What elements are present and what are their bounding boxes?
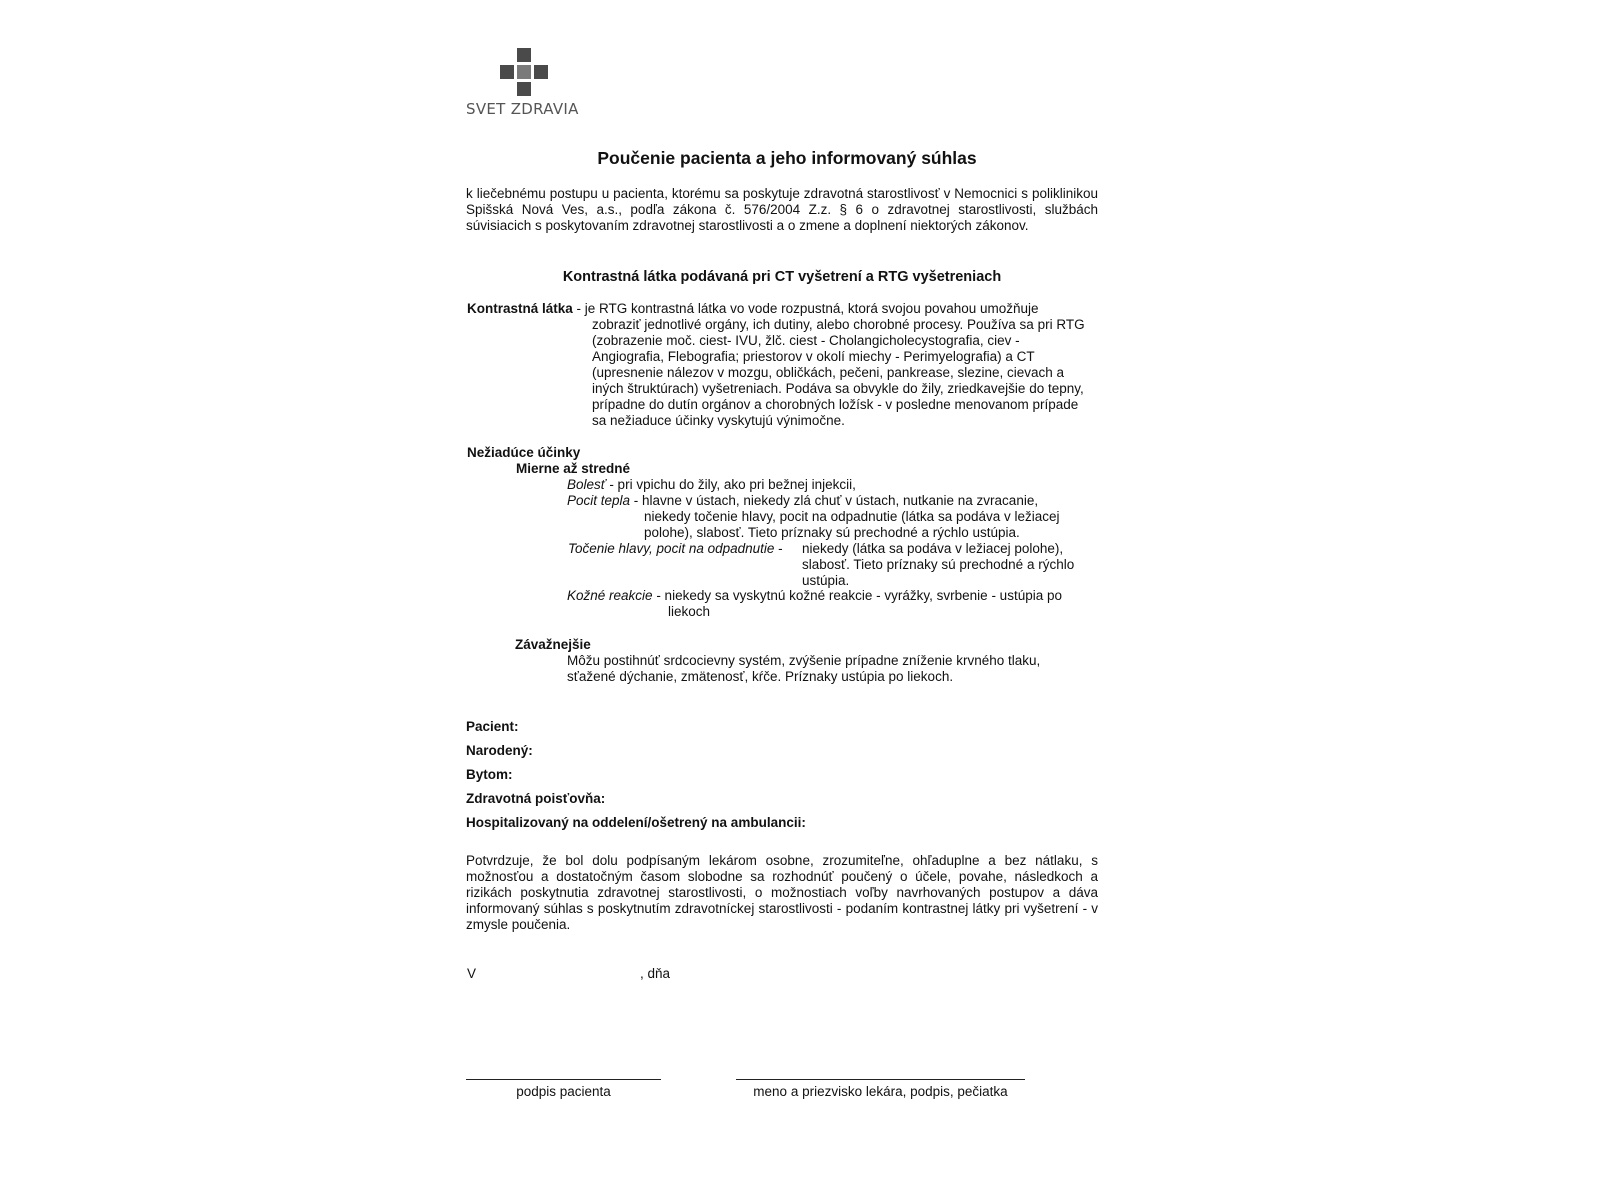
pain-text: - pri vpichu do žily, ako pri bežnej injekcii,: [605, 477, 856, 492]
skin-first-text: - niekedy sa vyskytnú kožné reakcie - vyrážky, svrbenie - ustúpia po: [652, 588, 1062, 603]
section-subtitle: Kontrastná látka podávaná pri CT vyšetrení a RTG vyšetreniach: [562, 269, 1002, 285]
serious-effects-heading: Závažnejšie: [515, 637, 591, 652]
heat-rest-text: niekedy točenie hlavy, pocit na odpadnutie (látka sa podáva v ležiacej polohe), slabosť. Tieto príznaky sú prechodné a rýchlo ustúpia.: [644, 509, 1060, 540]
doctor-signature-label: meno a priezvisko lekára, podpis, pečiatka: [753, 1084, 1008, 1099]
place-label: V: [467, 966, 477, 981]
field-patient: Pacient:: [466, 719, 519, 734]
logo-text: SVET ZDRAVIA: [466, 100, 579, 118]
serious-effects-text: Môžu postihnúť srdcocievny systém, zvýšenie prípadne zníženie krvného tlaku, sťažené dýchanie, zmätenosť, kŕče. Príznaky ustúpia po liekoch.: [567, 653, 1041, 684]
skin-term: Kožné reakcie: [567, 588, 653, 603]
doctor-signature-line: [736, 1079, 1025, 1080]
dizzy-item: [568, 541, 783, 557]
contrast-definition-first-line: [467, 301, 1107, 317]
skin-rest-text: liekoch: [668, 604, 711, 619]
heat-first-text: - hlavne v ústach, niekedy zlá chuť v ústach, nutkanie na zvracanie,: [630, 493, 1039, 508]
pain-term: Bolesť: [567, 477, 606, 492]
skin-item: [567, 588, 1062, 604]
field-hospitalized: Hospitalizovaný na oddelení/ošetrený na ambulancii:: [466, 815, 806, 830]
page-title: Poučenie pacienta a jeho informovaný súhlas: [597, 148, 977, 168]
mild-effects-heading: Mierne až stredné: [516, 461, 631, 476]
logo: [466, 48, 586, 123]
pain-item: [567, 477, 856, 493]
patient-signature-label: podpis pacienta: [516, 1084, 611, 1099]
contrast-first-text: - je RTG kontrastná látka vo vode rozpustná, ktorá svojou povahou umožňuje: [572, 301, 1039, 316]
side-effects-heading: Nežiadúce účinky: [467, 445, 581, 460]
field-address: Bytom:: [466, 767, 513, 782]
field-insurance: Zdravotná poisťovňa:: [466, 791, 606, 806]
field-born: Narodený:: [466, 743, 533, 758]
dizzy-text: niekedy (látka sa podáva v ležiacej polohe), slabosť. Tieto príznaky sú prechodné a rýchlo ustúpia.: [802, 541, 1075, 588]
patient-signature-line: [466, 1079, 661, 1080]
contrast-term: Kontrastná látka: [467, 301, 573, 316]
intro-paragraph: k liečebnému postupu u pacienta, ktorému sa poskytuje zdravotná starostlivosť v Nemocnici s poliklinikou Spišská Nová Ves, a.s., podľa zákona č. 576/2004 Z.z. § 6 o zdravotnej starostlivosti, službách súvisiacich s poskytovaním zdravotnej starostlivosti a o zmene a doplnení niektorých zákonov.: [466, 186, 1098, 233]
dizzy-term: Točenie hlavy, pocit na odpadnutie: [568, 541, 775, 556]
heat-item: [567, 493, 1038, 509]
consent-paragraph: Potvrdzuje, že bol dolu podpísaným lekárom osobne, zrozumiteľne, ohľaduplne a bez nátlaku, s možnosťou a dostatočným časom slobodne sa rozhodnúť poučený o účele, povahe, následkoch a rizikách poskytnutia zdravotnej starostlivosti, o možnostiach voľby navrhovaných postupov a dáva informovaný súhlas s poskytnutím zdravotníckej starostlivosti - podaním kontrastnej látky pri vyšetrení - v zmysle poučenia.: [466, 853, 1098, 932]
heat-term: Pocit tepla: [567, 493, 631, 508]
date-label: , dňa: [640, 966, 671, 981]
contrast-definition-body: zobraziť jednotlivé orgány, ich dutiny, alebo chorobné procesy. Používa sa pri RTG (zobrazenie moč. ciest- IVU, žlč. ciest - Cholangicholecystografia, ciev - Angiografia, Flebografia; priestorov v okolí miechy - Perimyelografia) a CT (upresnenie nálezov v mozgu, obličkách, pečeni, pankrease, slezine, cievach a iných štruktúrach) vyšetreniach. Podáva sa obvykle do žily, zriedkavejšie do tepny, prípadne do dutín orgánov a chorobných ložísk - v posledne menovanom prípade sa nežiaduce účinky vyskytujú výnimočne.: [592, 317, 1085, 428]
dizzy-dash: -: [774, 541, 783, 556]
logo-cross-icon: [500, 48, 548, 96]
